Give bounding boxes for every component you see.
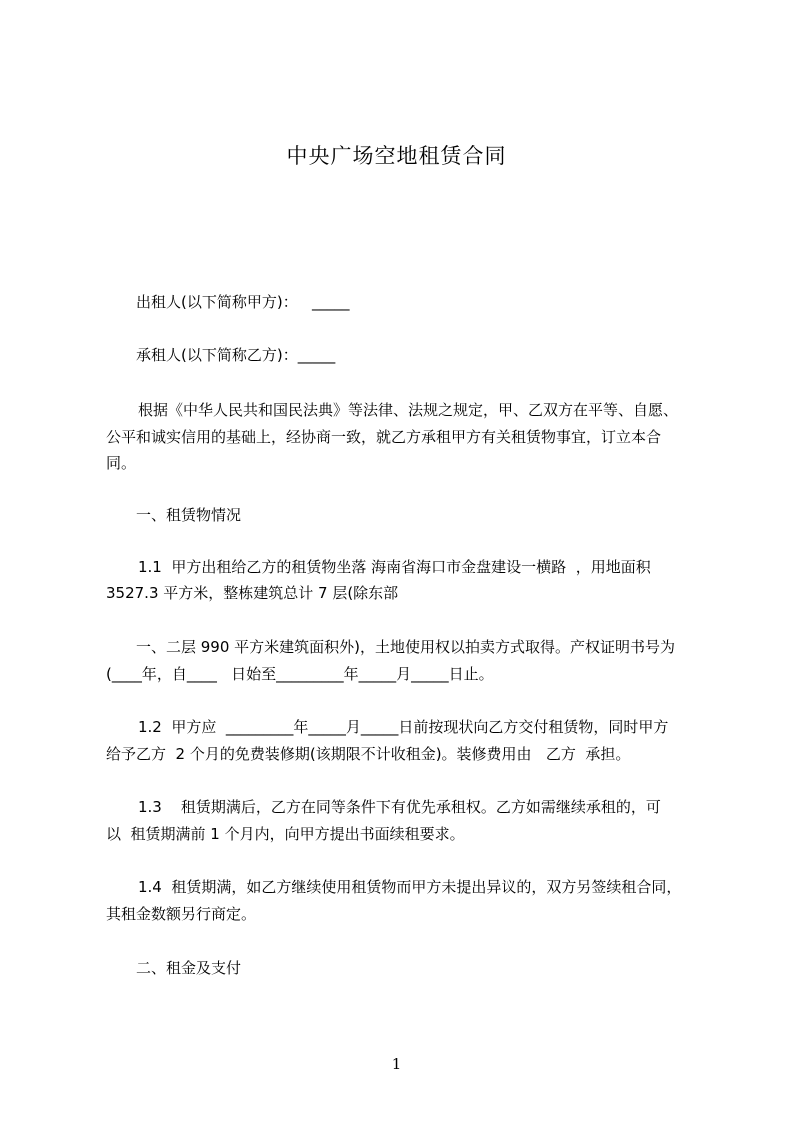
preamble-line-1: 根据《中华人民共和国民法典》等法律、法规之规定，甲、乙双方在平等、自愿、	[138, 401, 679, 419]
clause-1-4-line-1: 1.4 租赁期满，如乙方继续使用租赁物而甲方未提出异议的，双方另签续租合同，	[138, 878, 682, 896]
clause-1-2-line-1: 1.2 甲方应 _________年_____月_____日前按现状向乙方交付租赁物，同时甲方	[138, 718, 669, 736]
clause-1-2-line-2: 给予乙方 2 个月的免费装修期(该期限不计收租金)。装修费用由 乙方 承担。	[106, 745, 631, 763]
preamble-line-2: 公平和诚实信用的基础上，经协商一致，就乙方承租甲方有关租赁物事宜，订立本合	[106, 428, 662, 446]
preamble-line-3: 同。	[106, 454, 137, 472]
section-2-heading: 二、租金及支付	[136, 959, 242, 977]
clause-1-1-line-1: 1.1 甲方出租给乙方的租赁物坐落 海南省海口市金盘建设一横路 ，用地面积	[138, 558, 651, 576]
section-1-heading: 一、租赁物情况	[136, 506, 242, 524]
lessor-line: 出租人(以下简称甲方)： _____	[136, 293, 350, 311]
document-title: 中央广场空地租赁合同	[286, 144, 507, 168]
clause-1-4-line-2: 其租金数额另行商定。	[106, 905, 257, 923]
lessee-line: 承租人(以下简称乙方)：_____	[136, 346, 336, 364]
clause-1-3-line-2: 以 租赁期满前 1 个月内，向甲方提出书面续租要求。	[106, 825, 465, 843]
clause-1-1-line-2: 3527.3 平方米，整栋建筑总计 7 层(除东部	[106, 584, 399, 602]
clause-1-1-cont-line-2: (____年，自____ 日始至_________年_____月_____日止。	[106, 665, 494, 683]
page-number: 1	[391, 1055, 402, 1073]
clause-1-3-line-1: 1.3 租赁期满后，乙方在同等条件下有优先承租权。乙方如需继续承租的，可	[138, 798, 661, 816]
clause-1-1-cont-line-1: 一、二层 990 平方米建筑面积外)，土地使用权以拍卖方式取得。产权证明书号为	[136, 638, 676, 656]
